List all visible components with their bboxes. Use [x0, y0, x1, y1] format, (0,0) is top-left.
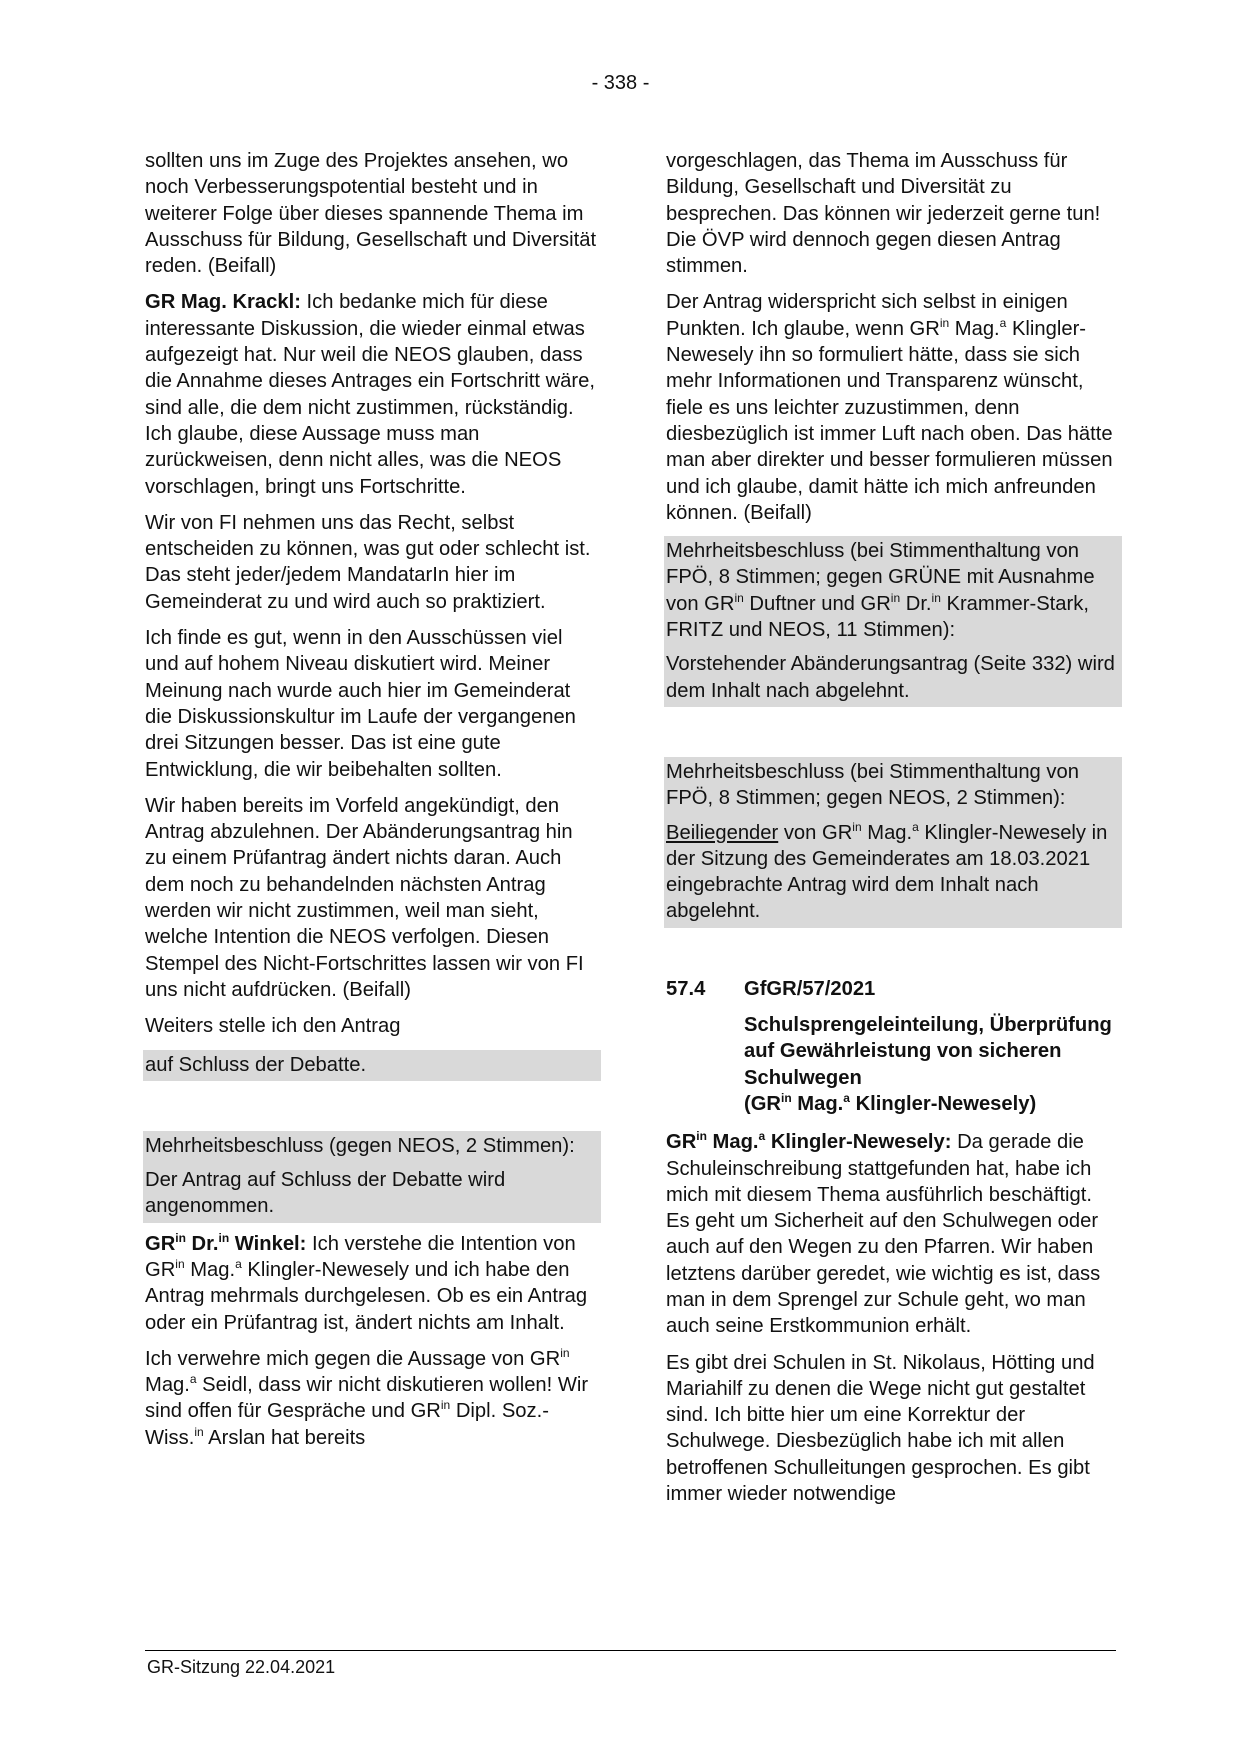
speaker-name: GR Mag. Krackl: [145, 291, 301, 314]
paragraph: Der Antrag widerspricht sich selbst in einigen Punkten. Ich glaube, wenn $GR^{in}$ Mag.$^a$ Klingler-Newesely ihn so formuliert hätte, dass sie sich mehr Informationen und Transparenz wünscht, fiele es uns leichter zuzustimmen, denn diesbezüglich ist immer Luft nach oben. Das hätte man aber direkter und besser formulieren müssen und ich glaube, damit hätte ich mich anfreunden können. (Beifall) [666, 291, 1113, 524]
resolution-text: Der Antrag auf Schluss der Debatte wird angenommen. [145, 1169, 506, 1218]
resolution-result: Mehrheitsbeschluss (bei Stimmenthaltung von FPÖ, 8 Stimmen; gegen NEOS, 2 Stimmen): [666, 760, 1079, 810]
paragraph: Ich finde es gut, wenn in den Ausschüssen viel und auf hohem Niveau diskutiert wird. Meiner Meinung nach wurde auch hier im Gemeinderat die Diskussionskultur im Laufe der vergangenen drei Sitzungen besser. Das ist eine gute Entwicklung, die wir beibehalten sollten. [145, 627, 576, 781]
paragraph: Wir haben bereits im Vorfeld angekündigt, den Antrag abzulehnen. Der Abänderungsantrag hin zu einem Prüfantrag ändert nichts daran. Auch dem noch zu behandelnden nächsten Antrag werden wir nicht zustimmen, weil man sieht, welche Intention die NEOS verfolgen. Diesen Stempel des Nicht-Fortschrittes lassen wir von FI uns nicht aufdrücken. (Beifall) [145, 794, 584, 1001]
paragraph: sollten uns im Zuge des Projektes ansehen, wo noch Verbesserungspotential besteht und in weiterer Folge über dieses spannende Thema im Ausschuss für Bildung, Gesellschaft und Diversität reden. (Beifall) [145, 150, 597, 278]
resolution-result: Mehrheitsbeschluss (gegen NEOS, 2 Stimmen): [145, 1134, 575, 1157]
motion-text: auf Schluss der Debatte. [145, 1053, 367, 1076]
paragraph: vorgeschlagen, das Thema im Ausschuss für Bildung, Gesellschaft und Diversität zu besprechen. Das können wir jederzeit gerne tun! Die ÖVP wird dennoch gegen diesen Antrag stimmen. [666, 150, 1101, 278]
speech-klingler-newesely: $GR^{in}$ Mag.$^a$ Klingler-Newesely: Da gerade die Schuleinschreibung stattgefunden hat, habe ich mich mit diesem Thema ausführlich beschäftigt. Es geht um Sicherheit auf den Schulwegen oder auch auf den Wegen zu den Pfarren. Wir haben letztens darüber geredet, wie wichtig es ist, dass man in dem Sprengel zur Schule geht, wo man auch seine Erstkommunion erhält. [666, 1129, 1101, 1338]
left-column [145, 148, 599, 1461]
motion-box [143, 1050, 601, 1081]
page-number: - 338 - [591, 72, 650, 94]
right-column [666, 148, 1120, 1517]
footer-divider [145, 1650, 1116, 1651]
resolution-text: Beiliegender von $GR^{in}$ Mag.$^a$ Klingler-Newesely in der Sitzung des Gemeinderates am 18.03.2021 eingebrachte Antrag wird dem Inhalt nach abgelehnt. [666, 819, 1108, 923]
speech-winkel: $GR^{in}$ Dr.$^{in}$ Winkel: Ich verstehe die Intention von $GR^{in}$ Mag.$^a$ Klingler-Newesely und ich habe den Antrag mehrmals durchgelesen. Ob es ein Antrag oder ein Prüfantrag ist, ändert nichts am Inhalt. [145, 1230, 588, 1334]
resolution-box [664, 536, 1122, 707]
resolution-box [664, 757, 1122, 928]
paragraph: Es gibt drei Schulen in St. Nikolaus, Hötting und Mariahilf zu denen die Wege nicht gut gestaltet sind. Ich bitte hier um eine Korrektur der Schulwege. Diesbezüglich habe ich mit allen betroffenen Schulleitungen gesprochen. Es gibt immer wieder notwendige [666, 1351, 1095, 1506]
resolution-result: Mehrheitsbeschluss (bei Stimmenthaltung von FPÖ, 8 Stimmen; gegen GRÜNE mit Ausnahme von $GR^{in}$ Duftner und $GR^{in}$ Dr.$^{in}$ Krammer-Stark, FRITZ und NEOS, 11 Stimmen): [666, 540, 1095, 642]
paragraph: Weiters stelle ich den Antrag [145, 1015, 401, 1038]
section-number: 57.4 [666, 977, 706, 1000]
section-code: GfGR/57/2021 [744, 977, 876, 1000]
speech-krackl: GR Mag. Krackl: Ich bedanke mich für diese interessante Diskussion, die wieder einmal etwas aufgezeigt hat. Nur weil die NEOS glauben, dass die Annahme dieses Antrages ein Fortschritt wäre, sind alle, die dem nicht zustimmen, rückständig. Ich glaube, diese Aussage muss man zurückweisen, denn nicht alles, was die NEOS vorschlagen, bringt uns Fortschritte. [145, 291, 595, 498]
section-heading [666, 976, 1120, 1002]
paragraph: Ich verwehre mich gegen die Aussage von $GR^{in}$ Mag.$^a$ Seidl, dass wir nicht diskutieren wollen! Wir sind offen für Gespräche und $GR^{in}$ Dipl. Soz.-Wiss.$^{in}$ Arslan hat bereits [145, 1345, 589, 1449]
resolution-text: Vorstehender Abänderungsantrag (Seite 332) wird dem Inhalt nach abgelehnt. [666, 653, 1115, 702]
footer-date: GR-Sitzung 22.04.2021 [147, 1657, 336, 1677]
section-title: Schulsprengeleinteilung, Überprüfung auf Gewährleistung von sicheren Schulwegen ($GR^{in}$ Mag.$^a$ Klingler-Newesely) [744, 1014, 1112, 1115]
resolution-box [143, 1131, 601, 1223]
paragraph: Wir von FI nehmen uns das Recht, selbst entscheiden zu können, was gut oder schlecht ist. Das steht jeder/jedem MandatarIn hier im Gemeinderat zu und wird auch so praktiziert. [145, 511, 591, 613]
